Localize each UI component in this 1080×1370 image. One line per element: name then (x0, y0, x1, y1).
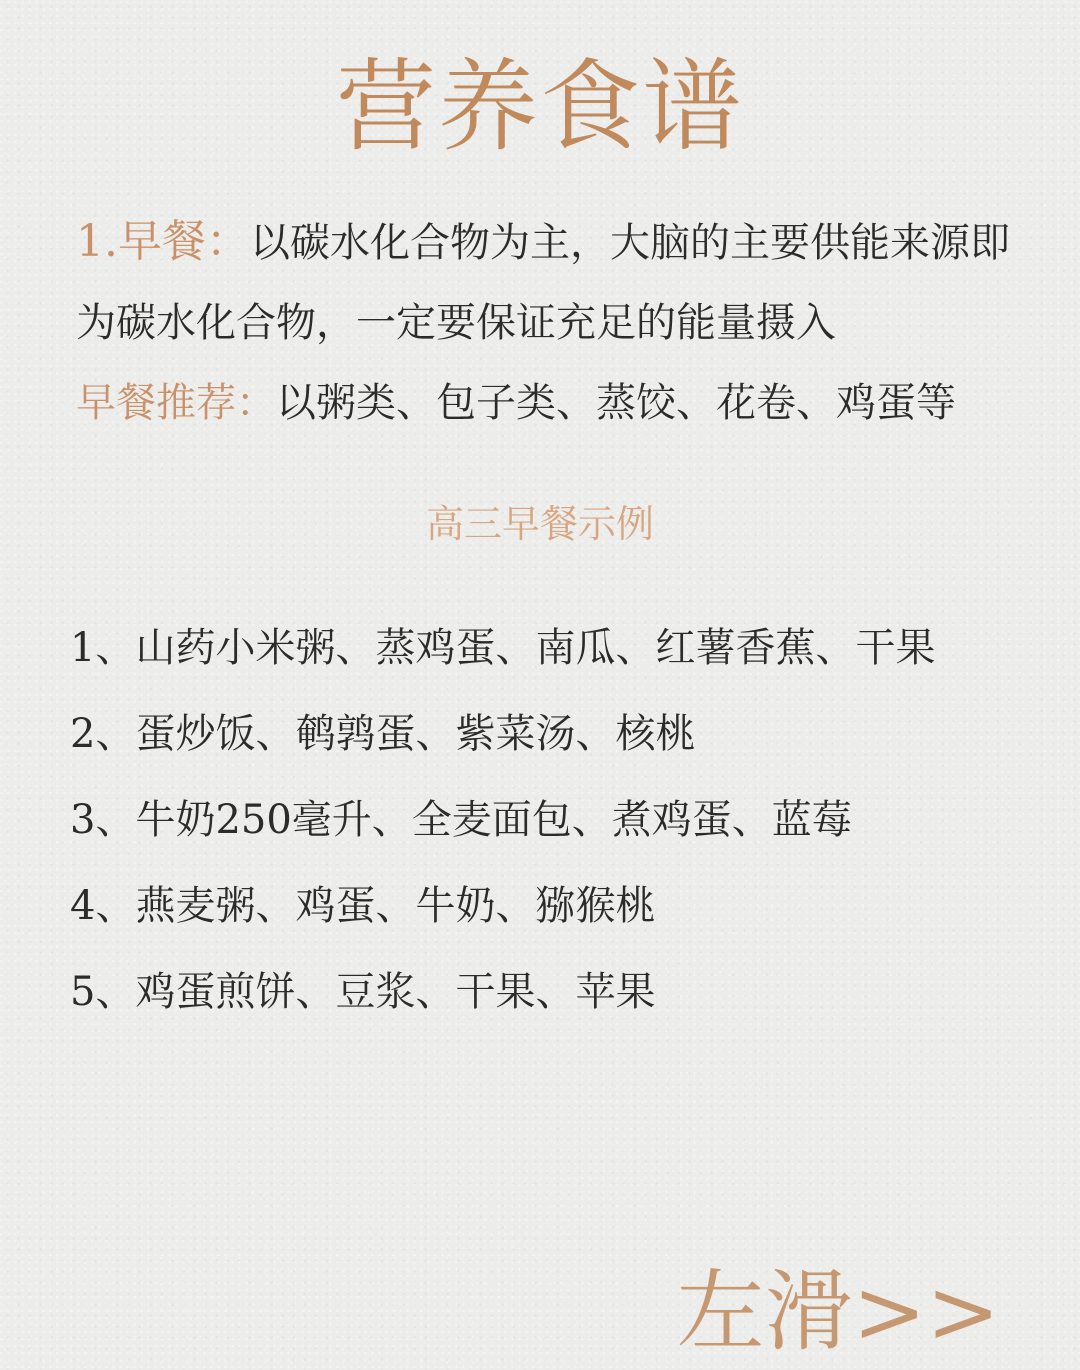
breakfast-label: 1.早餐： (76, 216, 250, 267)
page-title: 营养食谱 (336, 48, 744, 165)
recommend-label: 早餐推荐： (76, 380, 276, 426)
breakfast-text: 以碳水化合物为主，大脑的主要供能来源即为碳水化合物，一定要保证充足的能量摄入 (76, 220, 1010, 346)
list-item: 5、鸡蛋煎饼、豆浆、干果、苹果 (70, 969, 656, 1015)
breakfast-recommendation (76, 363, 1016, 443)
intro-paragraph (76, 202, 1016, 443)
list-item: 4、燕麦粥、鸡蛋、牛奶、猕猴桃 (70, 883, 656, 929)
swipe-left-hint[interactable]: 左滑>> (676, 1260, 1000, 1363)
list-item: 1、山药小米粥、蒸鸡蛋、南瓜、红薯香蕉、干果 (70, 625, 936, 671)
breakfast-description (76, 202, 1016, 363)
list-item: 3、牛奶250毫升、全麦面包、煮鸡蛋、蓝莓 (70, 797, 852, 843)
list-item: 2、蛋炒饭、鹌鹑蛋、紫菜汤、核桃 (70, 711, 696, 757)
section-subtitle: 高三早餐示例 (425, 502, 654, 546)
recommend-text: 以粥类、包子类、蒸饺、花卷、鸡蛋等 (276, 380, 956, 426)
breakfast-menu-list (70, 605, 1040, 1035)
